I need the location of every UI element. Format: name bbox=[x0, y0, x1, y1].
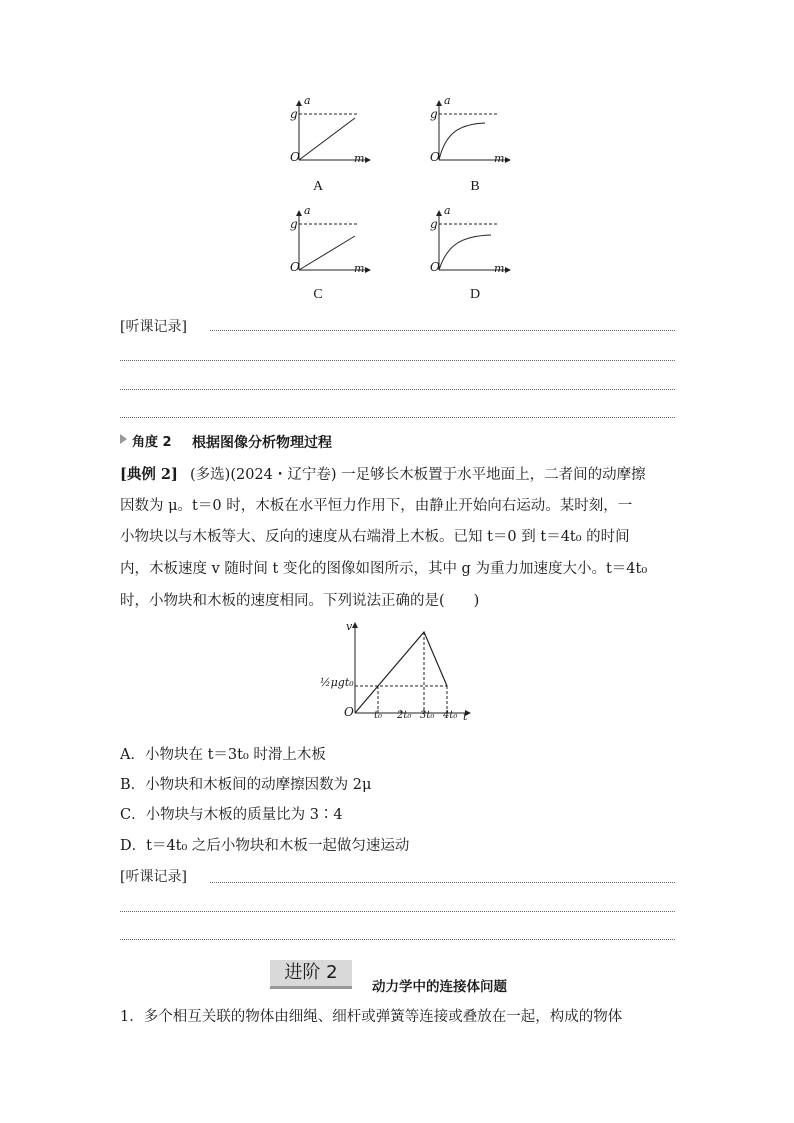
example-line: 因数为 μ。t＝0 时，木板在水平恒力作用下，由静止开始向右运动。某时刻，一 bbox=[120, 498, 633, 514]
notes-label: [听课记录] bbox=[120, 319, 187, 335]
notes-label: [听课记录] bbox=[120, 869, 187, 885]
graph-a-origin: O bbox=[290, 150, 300, 164]
graph-b-ylabel: a bbox=[444, 94, 451, 107]
graph-a-g: g bbox=[290, 107, 298, 121]
graph-b-xlabel: m bbox=[494, 152, 505, 165]
notes-line[interactable] bbox=[120, 389, 675, 390]
example-line: 时，小物块和木板的速度相同。下列说法正确的是( ) bbox=[120, 593, 480, 609]
graph-c bbox=[285, 200, 385, 284]
notes-line[interactable] bbox=[210, 882, 675, 883]
graph-d-xlabel: m bbox=[494, 262, 505, 275]
angle-title: 根据图像分析物理过程 bbox=[192, 435, 332, 451]
notes-line[interactable] bbox=[120, 417, 675, 418]
angle-tag: 角度 2 bbox=[132, 435, 172, 450]
graph-c-origin: O bbox=[290, 260, 300, 274]
vt-xlabel: t bbox=[463, 710, 468, 723]
graph-b bbox=[425, 90, 525, 174]
notes-line[interactable] bbox=[120, 360, 675, 361]
graph-a-xlabel: m bbox=[354, 152, 365, 165]
graph-d-origin: O bbox=[430, 260, 440, 274]
graph-b-g: g bbox=[430, 107, 438, 121]
notes-line[interactable] bbox=[120, 939, 675, 940]
vt-xtick: t₀ bbox=[374, 710, 383, 721]
option-a: A．小物块在 t＝3t₀ 时滑上木板 bbox=[120, 747, 326, 763]
option-d: D．t＝4t₀ 之后小物块和木板一起做匀速运动 bbox=[120, 838, 410, 854]
notes-line[interactable] bbox=[210, 330, 675, 331]
angle-arrow-icon bbox=[120, 434, 127, 444]
graph-c-ylabel: a bbox=[304, 204, 311, 217]
vt-xtick: 3t₀ bbox=[420, 710, 435, 721]
graph-c-xlabel: m bbox=[354, 262, 365, 275]
graph-d-letter: D bbox=[469, 287, 481, 302]
graph-d-ylabel: a bbox=[444, 204, 451, 217]
vt-ylabel: v bbox=[346, 620, 353, 633]
example-tag: [典例 2] bbox=[120, 466, 178, 483]
option-c: C．小物块与木板的质量比为 3∶4 bbox=[120, 807, 343, 823]
graph-b-origin: O bbox=[430, 150, 440, 164]
point-1: 1．多个相互关联的物体由细绳、细杆或弹簧等连接或叠放在一起，构成的物体 bbox=[120, 1009, 623, 1025]
vt-xtick: 2t₀ bbox=[397, 710, 412, 721]
example-line: 小物块以与木板等大、反向的速度从右端滑上木板。已知 t＝0 到 t＝4t₀ 的时间 bbox=[120, 529, 630, 545]
graph-d-g: g bbox=[430, 217, 438, 231]
graph-b-letter: B bbox=[470, 179, 480, 194]
example-line: (多选)(2024・辽宁卷) 一足够长木板置于水平地面上，二者间的动摩擦 bbox=[190, 467, 646, 483]
graph-a-letter: A bbox=[312, 179, 324, 194]
option-b: B．小物块和木板间的动摩擦因数为 2μ bbox=[120, 777, 372, 793]
example-line: 内，木板速度 v 随时间 t 变化的图像如图所示，其中 g 为重力加速度大小。t＝4t₀ bbox=[120, 561, 648, 577]
vt-origin: O bbox=[344, 705, 354, 719]
advance-title: 动力学中的连接体问题 bbox=[372, 979, 507, 995]
graph-d bbox=[425, 200, 525, 284]
notes-line[interactable] bbox=[120, 911, 675, 912]
vt-xtick: 4t₀ bbox=[443, 710, 458, 721]
advance-tag: 进阶 2 bbox=[270, 960, 352, 989]
graph-c-g: g bbox=[290, 217, 298, 231]
vt-series-line bbox=[355, 632, 447, 713]
vt-ytick: ½μgt₀ bbox=[320, 676, 354, 689]
graph-a-ylabel: a bbox=[304, 94, 311, 107]
graph-c-letter: C bbox=[313, 287, 323, 302]
